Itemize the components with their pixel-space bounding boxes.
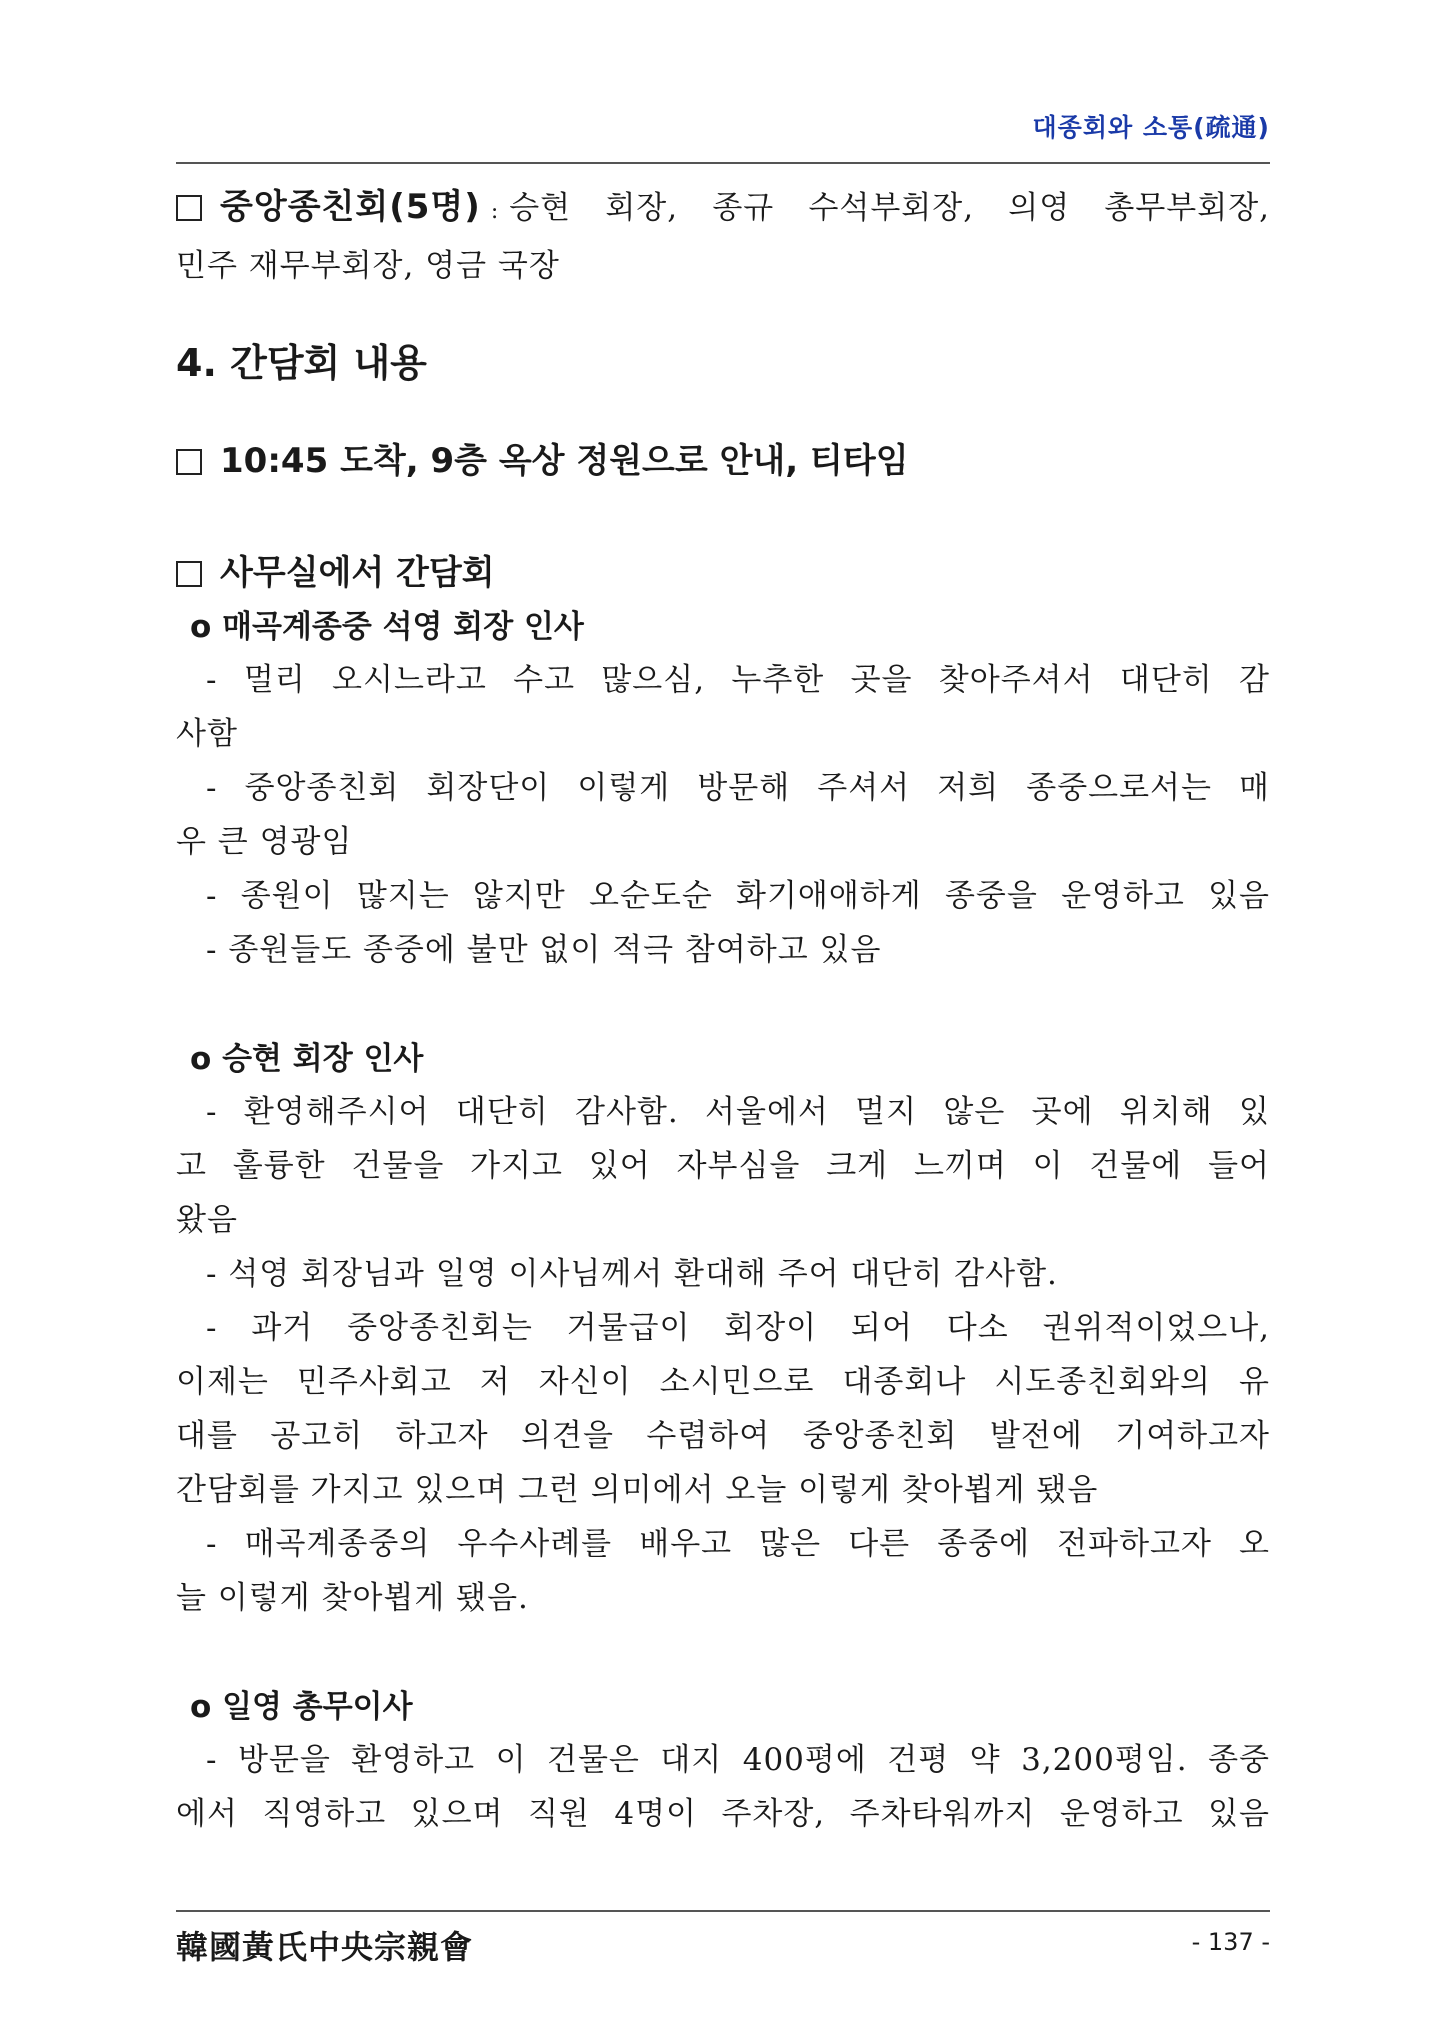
checkbox-square-icon bbox=[176, 449, 202, 475]
intro-colon: : bbox=[490, 199, 500, 224]
arrival-text: 10:45 도착, 9층 옥상 정원으로 안내, 티타임 bbox=[220, 441, 909, 481]
intro-line-2: 민주 재무부회장, 영금 국장 bbox=[176, 248, 560, 284]
group2-line: - 매곡계종중의 우수사례를 배우고 많은 다른 종중에 전파하고자 오 bbox=[206, 1526, 1270, 1562]
group1-line: - 종원이 많지는 않지만 오순도순 화기애애하게 종중을 운영하고 있음 bbox=[206, 878, 1270, 914]
intro-text: 승현 회장, 종규 수석부회장, 의영 총무부회장, bbox=[509, 190, 1270, 226]
footer-organization: 韓國黃氏中央宗親會 bbox=[176, 1928, 474, 1966]
group1-heading: o 매곡계종중 석영 회장 인사 bbox=[190, 609, 584, 645]
group2-line: - 환영해주시어 대단히 감사함. 서울에서 멀지 않은 곳에 위치해 있 bbox=[206, 1094, 1270, 1130]
meeting-heading-text: 사무실에서 간담회 bbox=[220, 553, 495, 593]
intro-label: 중앙종친회(5명) bbox=[220, 187, 481, 227]
group2-line: 대를 공고히 하고자 의견을 수렴하여 중앙종친회 발전에 기여하고자 bbox=[176, 1418, 1270, 1454]
intro-line-1 bbox=[176, 180, 1270, 239]
group1-line: - 종원들도 종중에 불만 없이 적극 참여하고 있음 bbox=[206, 932, 882, 968]
group1-line: 우 큰 영광임 bbox=[176, 824, 353, 860]
group2-line: 늘 이렇게 찾아뵙게 됐음. bbox=[176, 1580, 529, 1616]
group2-heading: o 승현 회장 인사 bbox=[190, 1041, 424, 1077]
group1-line: 사함 bbox=[176, 716, 238, 752]
header-divider bbox=[176, 162, 1270, 164]
group3-heading: o 일영 총무이사 bbox=[190, 1689, 413, 1725]
group1-line: - 멀리 오시느라고 수고 많으심, 누추한 곳을 찾아주셔서 대단히 감 bbox=[206, 662, 1270, 698]
meeting-heading bbox=[176, 545, 1270, 601]
group2-line: 이제는 민주사회고 저 자신이 소시민으로 대종회나 시도종친회와의 유 bbox=[176, 1364, 1270, 1400]
group2-line: - 석영 회장님과 일영 이사님께서 환대해 주어 대단히 감사함. bbox=[206, 1256, 1058, 1292]
arrival-heading bbox=[176, 433, 1270, 489]
group2-line: 왔음 bbox=[176, 1202, 238, 1238]
section-title: 4. 간담회 내용 bbox=[176, 341, 427, 385]
group2-line: 고 훌륭한 건물을 가지고 있어 자부심을 크게 느끼며 이 건물에 들어 bbox=[176, 1148, 1270, 1184]
group1-line: - 중앙종친회 회장단이 이렇게 방문해 주셔서 저희 종중으로서는 매 bbox=[206, 770, 1270, 806]
group2-line: - 과거 중앙종친회는 거물급이 회장이 되어 다소 권위적이었으나, bbox=[206, 1310, 1270, 1346]
document-page bbox=[176, 0, 1270, 2026]
running-header: 대종회와 소통(疏通) bbox=[1032, 113, 1270, 142]
group3-line: 에서 직영하고 있으며 직원 4명이 주차장, 주차타워까지 운영하고 있음 bbox=[176, 1796, 1270, 1832]
group2-line: 간담회를 가지고 있으며 그런 의미에서 오늘 이렇게 찾아뵙게 됐음 bbox=[176, 1472, 1099, 1508]
checkbox-square-icon bbox=[176, 561, 202, 587]
checkbox-square-icon bbox=[176, 195, 202, 221]
group3-line: - 방문을 환영하고 이 건물은 대지 400평에 건평 약 3,200평임. 종중 bbox=[206, 1742, 1270, 1778]
page-number: - 137 - bbox=[1191, 1928, 1270, 1956]
footer-divider bbox=[176, 1910, 1270, 1912]
page-content bbox=[176, 180, 1270, 1841]
